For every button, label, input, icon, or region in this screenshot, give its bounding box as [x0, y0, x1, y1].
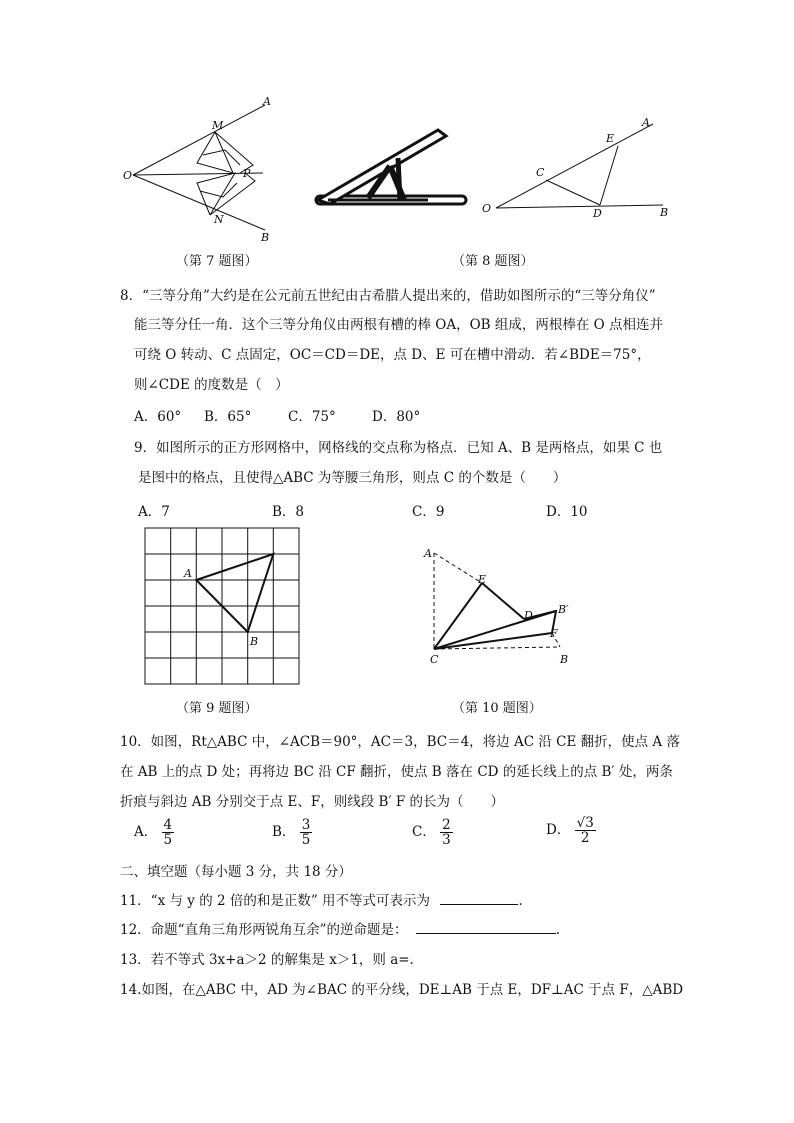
- fig10-label-C: C: [430, 653, 439, 666]
- q10-option-a-den: 5: [163, 832, 173, 849]
- fig8-label-A: A: [642, 116, 650, 129]
- q10-line-1: 10．如图，Rt△ABC 中，∠ACB＝90°，AC＝3，BC＝4，将边 AC 沿 CE 翻折，使点 A 落: [120, 734, 680, 750]
- q8-line-2: 能三等分任一角．这个三等分角仪由两根有槽的棒 OA，OB 组成，两根棒在 O 点相连并: [134, 317, 664, 333]
- q9-line-2: 是图中的格点，且使得△ABC 为等腰三角形，则点 C 的个数是（ ）: [138, 470, 567, 486]
- q10-option-b: [272, 818, 312, 847]
- fig7-label-M: M: [212, 119, 224, 132]
- q8-line-1: 8．“三等分角”大约是在公元前五世纪由古希腊人提出来的，借助如图所示的“三等分角仪”: [120, 288, 656, 304]
- q10-option-d-label: D．: [546, 822, 571, 839]
- q10-option-c: [412, 818, 453, 847]
- section-2-title: 二、填空题（每小题 3 分，共 18 分）: [120, 864, 352, 880]
- q10-option-a-num: 4: [163, 817, 173, 833]
- fig8-label-B: B: [660, 206, 669, 219]
- q10-option-b-label: B．: [272, 824, 296, 841]
- figure-8-trisector-photo: [308, 122, 473, 217]
- q9-option-d: D．10: [546, 504, 588, 520]
- figure-8-diagram: [478, 112, 678, 222]
- fig10-label-B: B: [560, 653, 569, 666]
- q11-end: .: [518, 893, 523, 909]
- fig9-label-A: A: [184, 567, 192, 580]
- fig7-caption: （第 7 题图）: [176, 254, 258, 269]
- q8-line-4: 则∠CDE 的度数是（ ）: [134, 377, 289, 393]
- q12-answer-blank[interactable]: [416, 921, 556, 934]
- q11-line: [120, 889, 523, 909]
- q9-option-b: B．8: [272, 504, 305, 520]
- fig8-label-E: E: [606, 132, 615, 145]
- q10-option-c-den: 3: [442, 832, 451, 849]
- fig8-label-D: D: [593, 207, 602, 220]
- figure-7: [115, 95, 285, 245]
- q10-line-3: 折痕与斜边 AB 分别交于点 E、F，则线段 B′ F 的长为（ ）: [120, 794, 504, 810]
- q12-end: .: [555, 922, 561, 938]
- fig10-label-D: D: [524, 609, 533, 622]
- q10-option-b-num: 3: [301, 817, 311, 833]
- q10-option-c-num: 2: [442, 817, 451, 833]
- q14-line: 14.如图，在△ABC 中，AD 为∠BAC 的平分线，DE⊥AB 于点 E，DF⊥AC 于点 F，△ABD: [120, 982, 684, 998]
- fig8-label-C: C: [536, 166, 545, 179]
- fig10-label-A: A: [424, 547, 432, 560]
- q9-option-c: C．9: [412, 504, 445, 520]
- fig8-label-O: O: [482, 202, 492, 215]
- fig8-caption: （第 8 题图）: [452, 254, 534, 269]
- q9-line-1: 9．如图所示的正方形网格中，网格线的交点称为格点．已知 A、B 是两格点，如果 C 也: [134, 440, 663, 456]
- q8-line-3: 可绕 O 转动、C 点固定，OC＝CD＝DE，点 D、E 可在槽中滑动．若∠BDE＝75°，: [134, 347, 651, 363]
- q8-option-c: C．75°: [288, 409, 336, 425]
- q10-option-d-den: 2: [580, 830, 590, 847]
- figure-9-grid: [140, 525, 305, 690]
- fig9-label-B: B: [250, 635, 259, 648]
- q12-text: 12．命题“直角三角形两锐角互余”的逆命题是：: [120, 922, 408, 938]
- q10-option-c-fraction: [440, 818, 453, 847]
- q11-text: 11．“x 与 y 的 2 倍的和是正数” 用不等式可表示为: [120, 893, 431, 909]
- q9-option-a: A．7: [138, 504, 170, 520]
- fig7-label-A: A: [263, 95, 271, 108]
- q10-option-d-num: √3: [576, 815, 594, 831]
- fig7-label-P: P: [243, 167, 251, 180]
- fig7-label-N: N: [214, 213, 224, 226]
- q11-answer-blank[interactable]: [440, 892, 518, 905]
- q10-option-b-fraction: [300, 818, 313, 847]
- q13-line: 13．若不等式 3x+a＞2 的解集是 x＞1，则 a=.: [120, 952, 414, 968]
- fig10-label-E: E: [478, 573, 487, 586]
- fig9-caption: （第 9 题图）: [176, 701, 258, 716]
- q8-option-b: B．65°: [204, 409, 252, 425]
- q12-line: [120, 918, 560, 938]
- fig10-label-B-prime: B′: [558, 603, 569, 616]
- q10-option-a: [134, 818, 174, 847]
- fig10-label-F: F: [550, 627, 558, 640]
- q10-line-2: 在 AB 上的点 D 处；再将边 BC 沿 CF 翻折，使点 B 落在 CD 的延长线上的点 B′ 处，两条: [120, 764, 673, 780]
- fig7-label-B: B: [261, 231, 270, 244]
- figure-10: [420, 543, 580, 668]
- q10-option-b-den: 5: [301, 832, 311, 849]
- q10-option-c-label: C．: [412, 824, 436, 841]
- q10-option-a-fraction: [162, 818, 175, 847]
- fig10-caption: （第 10 题图）: [452, 701, 542, 716]
- q10-option-d: [546, 816, 596, 845]
- q8-option-a: A．60°: [134, 409, 182, 425]
- fig7-label-O: O: [123, 169, 133, 182]
- q10-option-a-label: A．: [134, 824, 158, 841]
- q10-option-d-fraction: [575, 816, 596, 845]
- q8-option-d: D．80°: [372, 409, 421, 425]
